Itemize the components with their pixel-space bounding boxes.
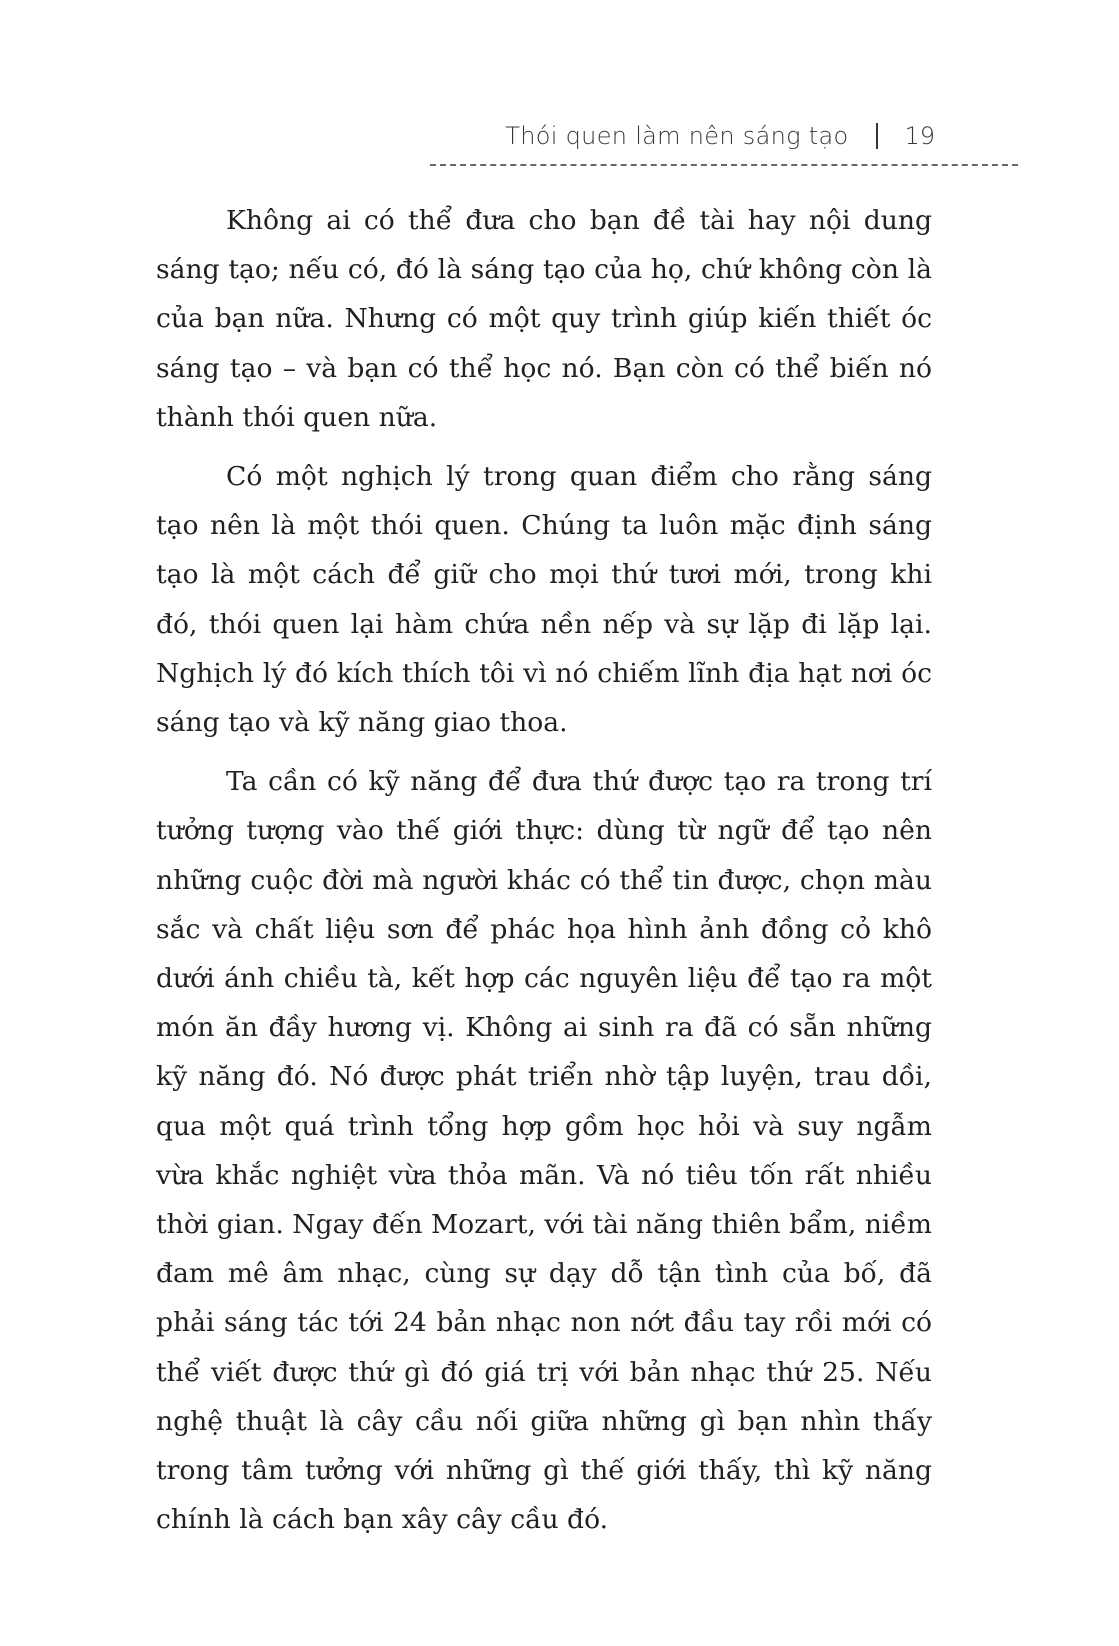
body-text (156, 196, 932, 1554)
chapter-title: Thói quen làm nên sáng tạo (505, 122, 849, 150)
paragraph-2: Có một nghịch lý trong quan điểm cho rằng sáng tạo nên là một thói quen. Chúng ta luôn mặc định sáng tạo là một cách để giữ cho mọi thứ tươi mới, trong khi đó, thói quen lại hàm chứa nền nếp và sự lặp đi lặp lại. Nghịch lý đó kích thích tôi vì nó chiếm lĩnh địa hạt nơi óc sáng tạo và kỹ năng giao thoa. (156, 461, 932, 739)
paragraph-3: Ta cần có kỹ năng để đưa thứ được tạo ra trong trí tưởng tượng vào thế giới thực: dùng từ ngữ để tạo nên những cuộc đời mà người khác có thể tin được, chọn màu sắc và chất liệu sơn để phác họa hình ảnh đồng cỏ khô dưới ánh chiều tà, kết hợp các nguyên liệu để tạo ra một món ăn đầy hương vị. Không ai sinh ra đã có sẵn những kỹ năng đó. Nó được phát triển nhờ tập luyện, trau dồi, qua một quá trình tổng hợp gồm học hỏi và suy ngẫm vừa khắc nghiệt vừa thỏa mãn. Và nó tiêu tốn rất nhiều thời gian. Ngay đến Mozart, với tài năng thiên bẩm, niềm đam mê âm nhạc, cùng sự dạy dỗ tận tình của bố, đã phải sáng tác tới 24 bản nhạc non nớt đầu tay rồi mới có thể viết được thứ gì đó giá trị với bản nhạc thứ 25. Nếu nghệ thuật là cây cầu nối giữa những gì bạn nhìn thấy trong tâm tưởng với những gì thế giới thấy, thì kỹ năng chính là cách bạn xây cây cầu đó. (156, 766, 932, 1536)
header-separator (876, 123, 878, 149)
page-number: 19 (904, 122, 935, 150)
header-dashed-rule (430, 164, 1018, 166)
paragraph-1: Không ai có thể đưa cho bạn đề tài hay nội dung sáng tạo; nếu có, đó là sáng tạo của họ, chứ không còn là của bạn nữa. Nhưng có một quy trình giúp kiến thiết óc sáng tạo – và bạn có thể học nó. Bạn còn có thể biến nó thành thói quen nữa. (156, 205, 932, 433)
running-header (420, 116, 1020, 156)
